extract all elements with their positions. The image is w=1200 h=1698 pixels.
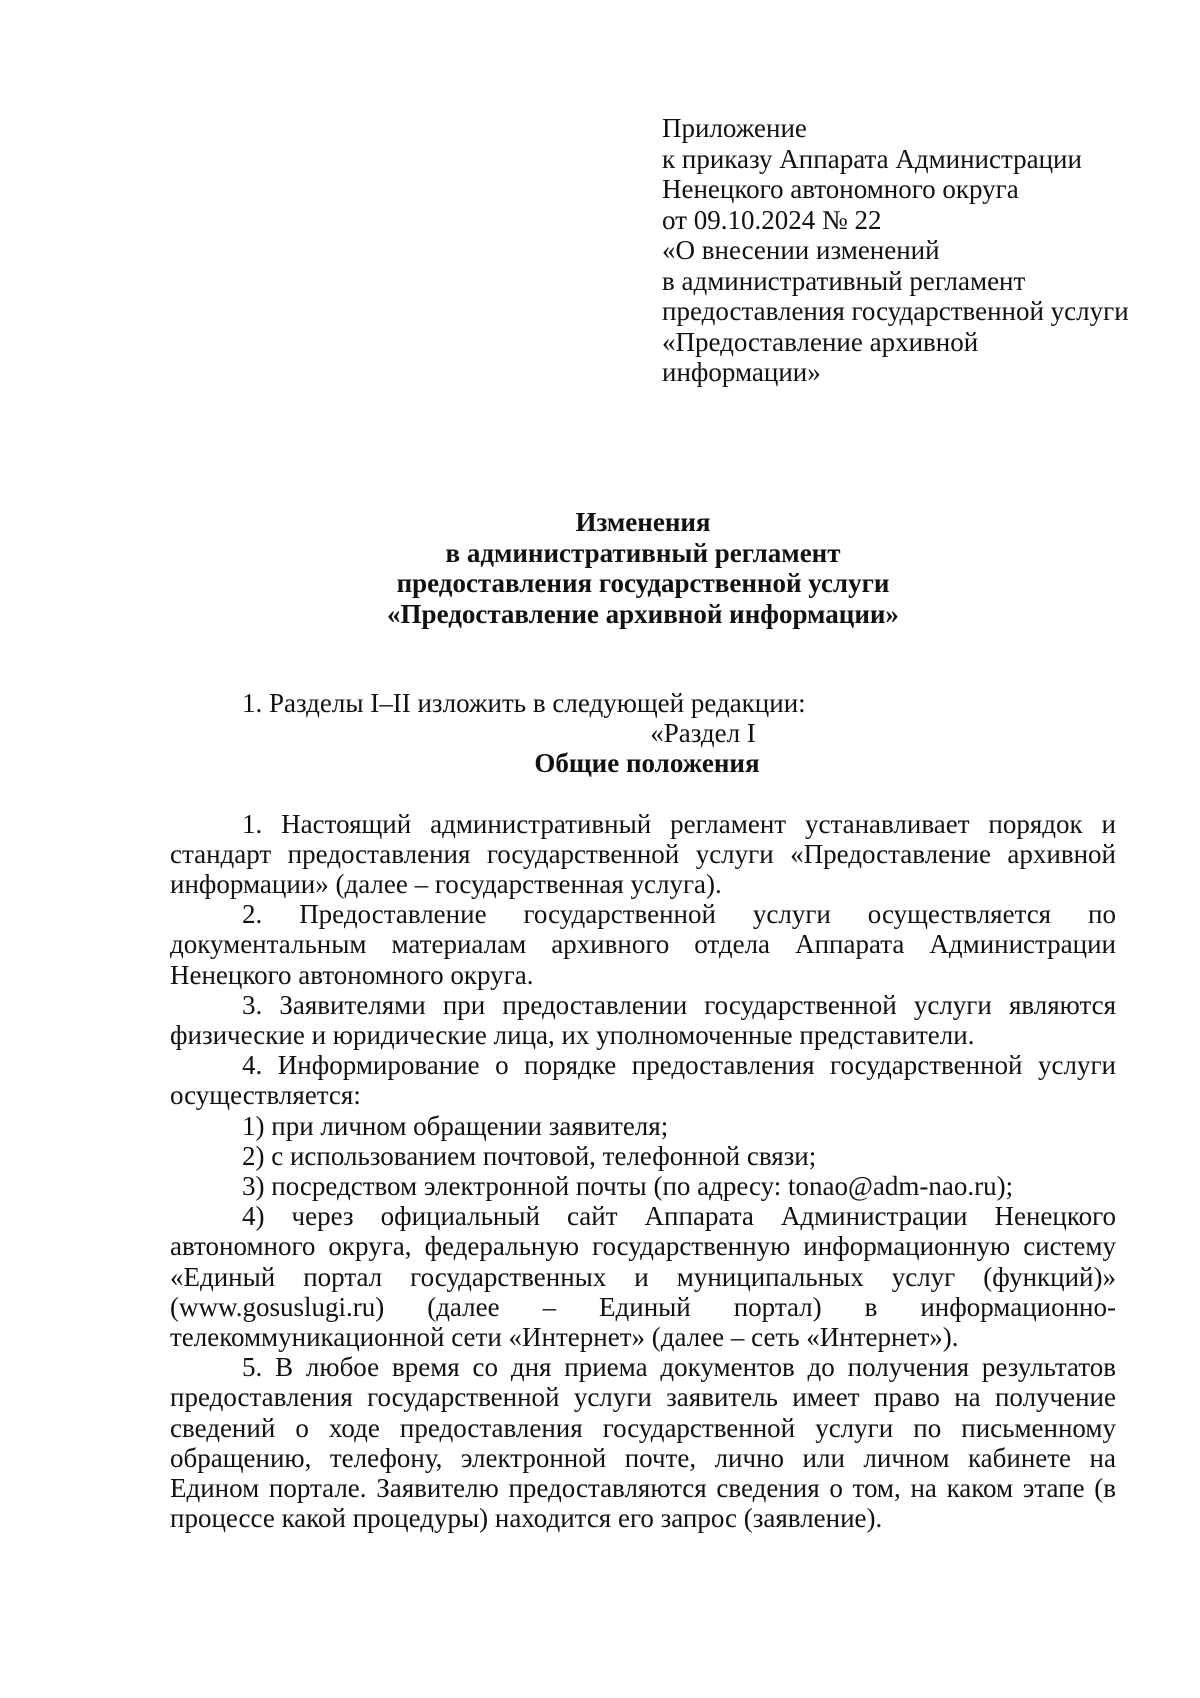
appendix-line: «О внесении изменений xyxy=(662,235,940,265)
document-body xyxy=(170,688,1116,1533)
title-line: в административный регламент xyxy=(445,537,841,568)
paragraph-4: 4. Информирование о порядке предоставления государственной услуги осуществляется: xyxy=(170,1050,1116,1111)
document-title xyxy=(170,507,1116,629)
appendix-line: к приказу Аппарата Администрации xyxy=(662,143,1082,174)
section-heading: Общие положения xyxy=(534,748,760,779)
paragraph-5: 5. В любое время со дня приема документов до получения результатов предоставления государственной услуги заявитель имеет право на получение сведений о ходе предоставления государственной услуги по письменному обращению, телефону, электронной почте, лично или личном кабинете на Едином портале. Заявителю предоставляются сведения о том, на каком этапе (в процессе какой процедуры) находится его запрос (заявление). xyxy=(170,1352,1116,1534)
appendix-line: Ненецкого автономного округа xyxy=(662,174,1019,204)
appendix-line: предоставления государственной услуги xyxy=(662,296,1129,326)
title-line: предоставления государственной услуги xyxy=(396,568,890,598)
section-label: «Раздел I xyxy=(650,718,756,749)
appendix-block xyxy=(662,113,1162,388)
appendix-line: от 09.10.2024 № 22 xyxy=(662,204,882,235)
appendix-line: в административный регламент xyxy=(662,265,1026,296)
list-item-4: 4) через официальный сайт Аппарата Администрации Ненецкого автономного округа, федеральную государственную информационную систему «Единый портал государственных и муниципальных услуг (функций)» (www.gosuslugi.ru) (далее – Единый портал) в информационно-телекоммуникационной сети «Интернет» (далее – сеть «Интернет»). xyxy=(170,1201,1116,1353)
appendix-line: Приложение xyxy=(662,113,807,143)
lead-paragraph: 1. Разделы I–II изложить в следующей редакции: xyxy=(242,688,806,718)
appendix-line: информации» xyxy=(662,357,821,387)
title-line: Изменения xyxy=(575,507,711,537)
title-line: «Предоставление архивной информации» xyxy=(387,598,899,629)
paragraph-3: 3. Заявителями при предоставлении государственной услуги являются физические и юридические лица, их уполномоченные представители. xyxy=(170,989,1116,1051)
list-item-3: 3) посредством электронной почты (по адресу: tonao@adm-nao.ru); xyxy=(242,1171,1014,1202)
paragraph-1: 1. Настоящий административный регламент устанавливает порядок и стандарт предоставления государственной услуги «Предоставление архивной информации» (далее – государственная услуга). xyxy=(170,808,1116,900)
list-item-1: 1) при личном обращении заявителя; xyxy=(242,1110,669,1141)
list-item-2: 2) с использованием почтовой, телефонной связи; xyxy=(242,1140,817,1171)
paragraph-2: 2. Предоставление государственной услуги осуществляется по документальным материалам архивного отдела Аппарата Администрации Ненецкого автономного округа. xyxy=(170,899,1116,990)
appendix-line: «Предоставление архивной xyxy=(662,326,979,357)
